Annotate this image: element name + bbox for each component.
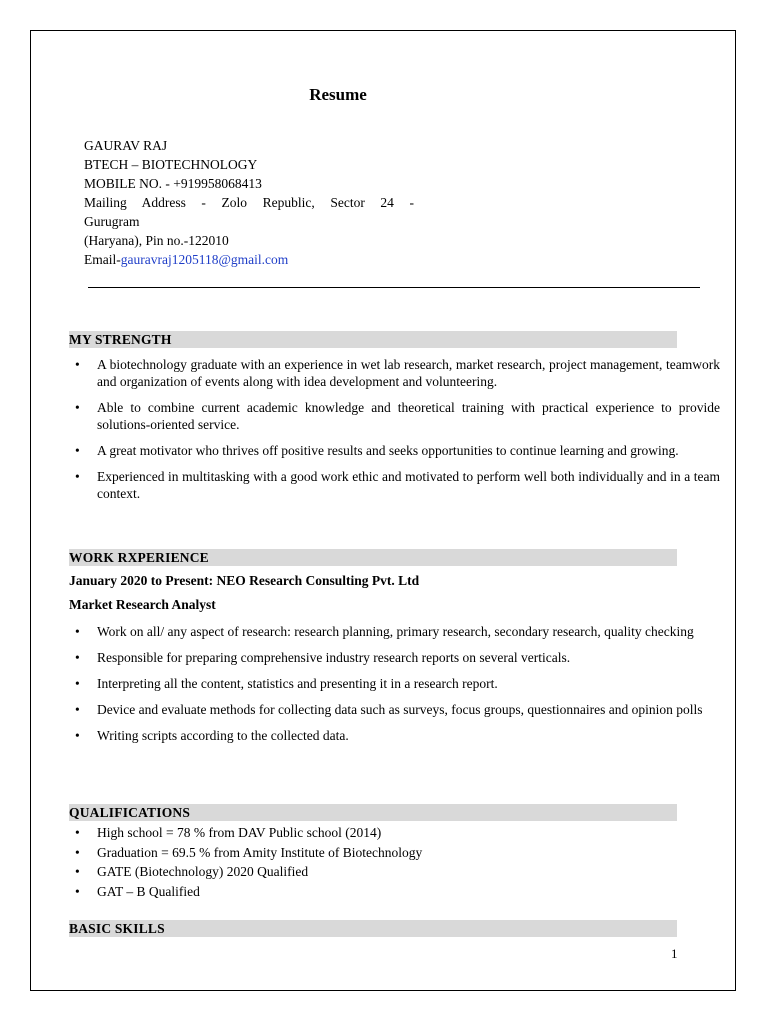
list-item: • Device and evaluate methods for collecting data such as surveys, focus groups, questionnaires and opinion polls (69, 701, 720, 718)
address-line-2: Gurugram (84, 214, 140, 229)
strength-list (69, 356, 720, 511)
section-heading-strength: MY STRENGTH (69, 331, 677, 348)
list-item: • Able to combine current academic knowledge and theoretical training with practical experience to provide solutions-oriented service. (69, 399, 720, 433)
address-line-3: (Haryana), Pin no.-122010 (84, 233, 229, 248)
job-period: January 2020 to Present: NEO Research Consulting Pvt. Ltd (69, 573, 420, 588)
address-line-1: Mailing Address - Zolo Republic, Sector 24 - (84, 195, 414, 210)
email-link[interactable]: gauravraj1205118@gmail.com (120, 252, 289, 267)
mobile-number: MOBILE NO. - +919958068413 (84, 176, 262, 191)
contact-block (84, 136, 414, 269)
list-item: • Writing scripts according to the collected data. (69, 727, 720, 744)
list-item: • Experienced in multitasking with a good work ethic and motivated to perform well both individually and in a team context. (69, 468, 720, 502)
section-heading-qualifications: QUALIFICATIONS (69, 804, 677, 821)
email-label: Email- (84, 252, 121, 267)
list-item: • Graduation = 69.5 % from Amity Institute of Biotechnology (69, 844, 720, 862)
section-heading-skills: BASIC SKILLS (69, 920, 677, 937)
list-item: • High school = 78 % from DAV Public school (2014) (69, 824, 720, 842)
candidate-degree: BTECH – BIOTECHNOLOGY (84, 157, 258, 172)
list-item: • A great motivator who thrives off positive results and seeks opportunities to continue learning and growing. (69, 442, 720, 459)
list-item: • A biotechnology graduate with an experience in wet lab research, market research, project management, teamwork and organization of events along with idea development and volunteering. (69, 356, 720, 390)
email-row (84, 250, 414, 269)
document-title: Resume (309, 85, 367, 104)
candidate-name: GAURAV RAJ (84, 138, 168, 153)
section-heading-experience: WORK RXPERIENCE (69, 549, 677, 566)
experience-list (69, 623, 720, 753)
list-item: • Interpreting all the content, statistics and presenting it in a research report. (69, 675, 720, 692)
list-item: • GATE (Biotechnology) 2020 Qualified (69, 863, 720, 881)
job-role: Market Research Analyst (69, 597, 216, 612)
list-item: • GAT – B Qualified (69, 883, 720, 901)
qualifications-list (69, 824, 720, 902)
list-item: • Responsible for preparing comprehensive industry research reports on several verticals. (69, 649, 720, 666)
list-item: • Work on all/ any aspect of research: research planning, primary research, secondary research, quality checking (69, 623, 720, 640)
header-divider (88, 287, 700, 288)
page-number: 1 (671, 946, 678, 961)
